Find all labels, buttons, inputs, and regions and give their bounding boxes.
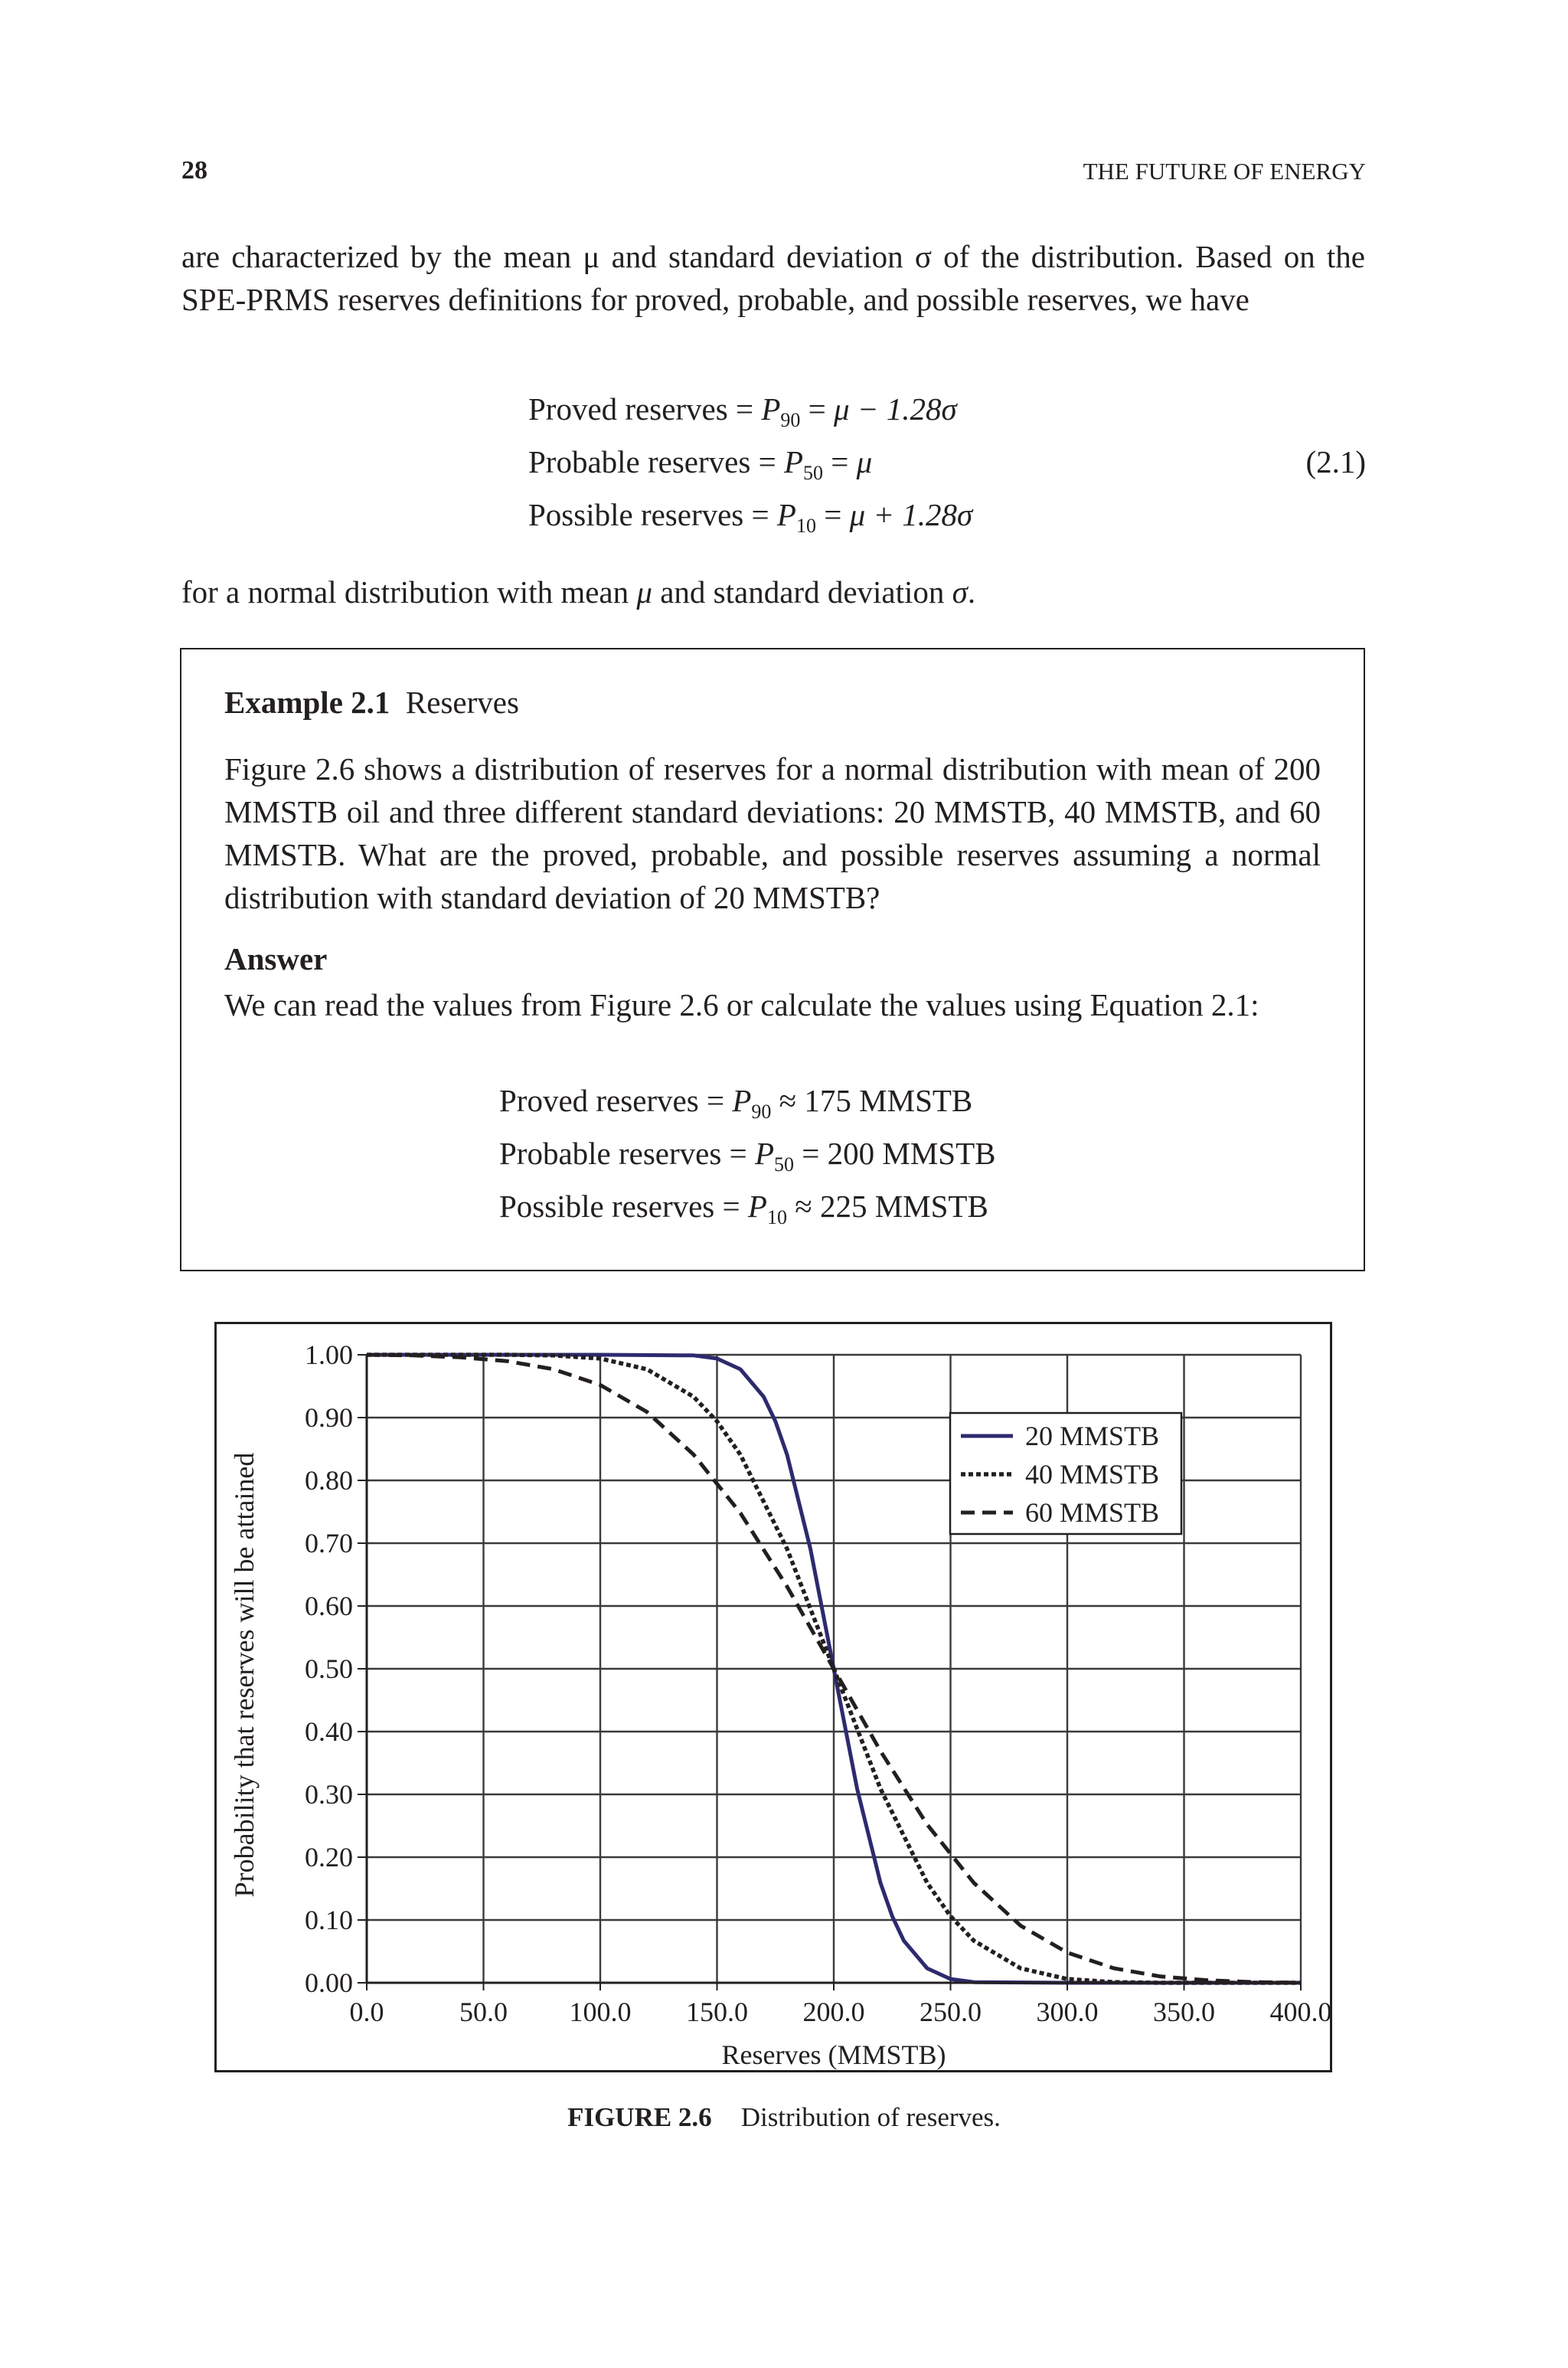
- result-proved: Proved reserves = $P_{90} \approx 175$ MMSTB: [499, 1083, 973, 1123]
- equation-subscript: 90: [780, 409, 801, 431]
- x-tick-label: 300.0: [1036, 1997, 1099, 2027]
- reserves-chart: [217, 1324, 1330, 2070]
- y-tick-label: 0.30: [305, 1779, 353, 1810]
- y-tick-label: 1.00: [305, 1339, 353, 1370]
- result-value: 200 MMSTB: [827, 1136, 996, 1171]
- result-subscript: 50: [773, 1153, 794, 1176]
- equation-rhs: μ − 1.28σ: [834, 391, 957, 427]
- text-fragment: and standard deviation: [652, 574, 952, 610]
- mu-symbol: μ: [636, 574, 652, 610]
- example-title: [224, 684, 519, 721]
- x-tick-label: 400.0: [1269, 1997, 1330, 2027]
- equation-symbol: P: [761, 391, 781, 427]
- y-tick-label: 0.00: [305, 1967, 353, 1998]
- example-name: Reserves: [405, 685, 519, 720]
- example-paragraph: Figure 2.6 shows a distribution of reserves for a normal distribution with mean of 200 MMSTB oil and three different standard deviations: 20 MMSTB, 40 MMSTB, and 60 MMSTB. What are the proved, probable, and possible reserves assuming a normal distribution with standard deviation of 20 MMSTB?: [224, 751, 1321, 915]
- legend-label: 20 MMSTB: [1025, 1421, 1160, 1451]
- equation-symbol: P: [783, 444, 803, 479]
- equation-probable: Probable reserves = $P_{50} = \mu$: [528, 444, 873, 484]
- x-tick-label: 100.0: [569, 1997, 632, 2027]
- y-tick-label: 0.20: [305, 1842, 353, 1872]
- x-tick-label: 350.0: [1153, 1997, 1215, 2027]
- legend-label: 60 MMSTB: [1025, 1497, 1160, 1528]
- equation-number: (2.1): [1305, 444, 1366, 479]
- result-subscript: 10: [766, 1206, 787, 1228]
- text-fragment: for a normal distribution with mean: [181, 574, 637, 610]
- equation-label: Possible reserves: [528, 497, 744, 532]
- chart-frame: [214, 1322, 1332, 2072]
- equation-symbol: P: [776, 497, 796, 532]
- figure-caption-text: Distribution of reserves.: [740, 2102, 1001, 2132]
- result-value: 175 MMSTB: [804, 1083, 973, 1118]
- running-head: THE FUTURE OF ENERGY: [1083, 158, 1366, 185]
- example-label: Example 2.1: [224, 685, 390, 720]
- answer-text: We can read the values from Figure 2.6 or calculate the values using Equation 2.1:: [224, 987, 1259, 1022]
- result-symbol: P: [732, 1083, 752, 1118]
- chart-legend: [950, 1413, 1181, 1534]
- x-tick-label: 150.0: [686, 1997, 748, 2027]
- equation-label: Proved reserves: [528, 391, 728, 427]
- y-tick-label: 0.70: [305, 1528, 353, 1558]
- result-value: 225 MMSTB: [819, 1189, 988, 1224]
- result-label: Possible reserves: [499, 1189, 715, 1224]
- x-tick-label: 250.0: [920, 1997, 982, 2027]
- equation-rhs: μ: [856, 444, 873, 479]
- page-number: 28: [181, 156, 207, 185]
- result-subscript: 90: [751, 1101, 772, 1123]
- result-label: Proved reserves: [499, 1083, 699, 1118]
- result-probable: Probable reserves = $P_{50} = 200$ MMSTB: [499, 1136, 996, 1176]
- equation-possible: Possible reserves = $P_{10} = \mu + 1.28\sigma$: [528, 497, 973, 537]
- x-axis-label: Reserves (MMSTB): [721, 2039, 946, 2070]
- result-relation: ≈: [779, 1083, 797, 1118]
- sigma-symbol: σ: [952, 574, 968, 610]
- example-box: [180, 648, 1365, 1271]
- text-fragment: .: [967, 574, 976, 610]
- result-possible: Possible reserves = $P_{10} \approx 225$ MMSTB: [499, 1189, 988, 1228]
- result-label: Probable reserves: [499, 1136, 722, 1171]
- answer-heading: Answer: [224, 941, 328, 976]
- result-relation: =: [802, 1136, 820, 1171]
- y-tick-label: 0.40: [305, 1716, 353, 1747]
- x-tick-label: 0.0: [349, 1997, 384, 2027]
- y-tick-label: 0.10: [305, 1905, 353, 1935]
- y-axis-label: Probability that reserves will be attained: [229, 1452, 260, 1898]
- y-tick-label: 0.60: [305, 1591, 353, 1621]
- figure-caption: [0, 2102, 1568, 2133]
- equation-rhs: μ + 1.28σ: [849, 497, 973, 532]
- figure-label: FIGURE 2.6: [567, 2102, 712, 2132]
- y-tick-label: 0.90: [305, 1402, 353, 1433]
- legend-label: 40 MMSTB: [1025, 1459, 1160, 1490]
- x-tick-label: 200.0: [802, 1997, 865, 2027]
- result-relation: ≈: [795, 1189, 812, 1224]
- result-symbol: P: [754, 1136, 774, 1171]
- equation-subscript: 50: [802, 462, 823, 484]
- intro-paragraph: are characterized by the mean μ and standard deviation σ of the distribution. Based on the SPE-PRMS reserves definitions for proved, probable, and possible reserves, we have: [181, 239, 1365, 317]
- after-equations-text: [181, 571, 1365, 613]
- equation-proved: Proved reserves = $P_{90} = \mu - 1.28\sigma$: [528, 391, 957, 431]
- y-tick-label: 0.50: [305, 1653, 353, 1684]
- result-symbol: P: [747, 1189, 767, 1224]
- equation-label: Probable reserves: [528, 444, 751, 479]
- y-tick-label: 0.80: [305, 1465, 353, 1496]
- equation-subscript: 10: [795, 515, 816, 537]
- x-tick-label: 50.0: [459, 1997, 508, 2027]
